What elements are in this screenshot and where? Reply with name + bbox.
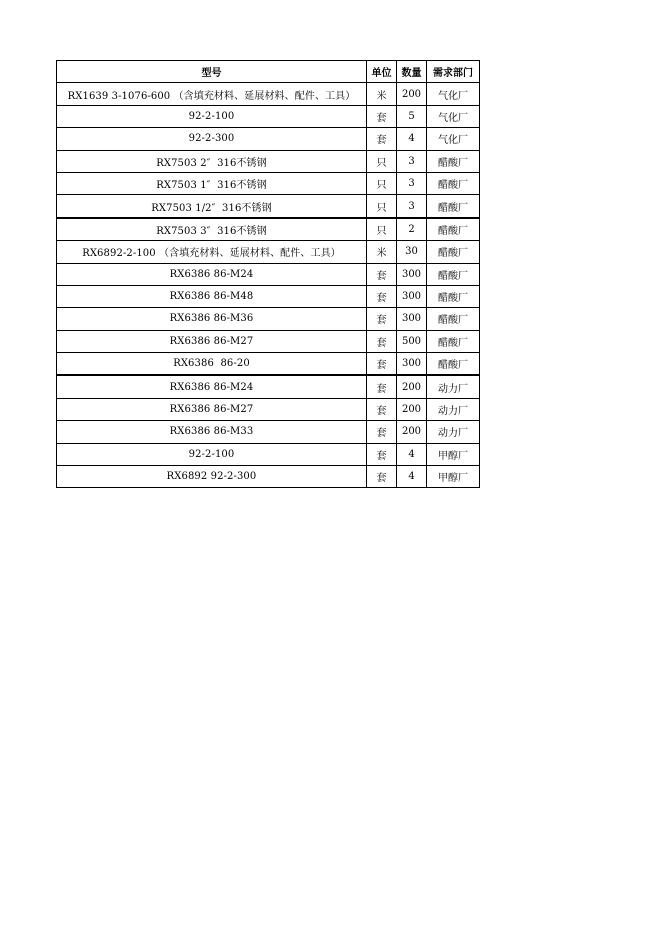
cell-unit: 套 [367,466,397,488]
table-row [57,105,480,127]
table-row [57,353,480,376]
cell-dept: 醋酸厂 [427,353,480,376]
table-row [57,195,480,218]
cell-dept: 醋酸厂 [427,218,480,241]
cell-unit: 只 [367,195,397,218]
cell-dept: 气化厂 [427,105,480,127]
cell-qty: 200 [397,398,427,420]
table-row [57,218,480,241]
cell-model: RX6892-2-100 （含填充材料、延展材料、配件、工具） [57,241,367,263]
cell-unit: 套 [367,285,397,307]
cell-dept: 甲醇厂 [427,466,480,488]
cell-unit: 套 [367,105,397,127]
cell-unit: 只 [367,218,397,241]
cell-model: RX6892 92-2-300 [57,466,367,488]
cell-qty: 4 [397,466,427,488]
cell-unit: 套 [367,375,397,398]
cell-model: RX7503 1/2″ 316不锈钢 [57,195,367,218]
cell-qty: 500 [397,330,427,352]
table-row [57,330,480,352]
cell-dept: 醋酸厂 [427,195,480,218]
cell-dept: 气化厂 [427,83,480,105]
table-row [57,285,480,307]
cell-qty: 200 [397,83,427,105]
cell-qty: 300 [397,263,427,285]
cell-unit: 只 [367,172,397,194]
cell-unit: 套 [367,308,397,330]
cell-model: RX7503 3″ 316不锈钢 [57,218,367,241]
cell-qty: 200 [397,375,427,398]
table-row [57,263,480,285]
cell-qty: 200 [397,421,427,443]
cell-dept: 醋酸厂 [427,308,480,330]
cell-dept: 醋酸厂 [427,241,480,263]
cell-unit: 套 [367,398,397,420]
cell-unit: 套 [367,421,397,443]
cell-qty: 300 [397,285,427,307]
table-row [57,375,480,398]
header-row [57,61,480,83]
table-row [57,398,480,420]
table-row [57,308,480,330]
cell-dept: 动力厂 [427,375,480,398]
header-qty: 数量 [397,61,427,83]
cell-model: RX6386 86-M27 [57,330,367,352]
cell-qty: 3 [397,172,427,194]
cell-unit: 套 [367,443,397,465]
cell-dept: 醋酸厂 [427,330,480,352]
cell-dept: 醋酸厂 [427,172,480,194]
cell-unit: 套 [367,263,397,285]
cell-qty: 3 [397,195,427,218]
cell-dept: 醋酸厂 [427,263,480,285]
cell-model: 92-2-100 [57,105,367,127]
cell-model: RX1639 3-1076-600 （含填充材料、延展材料、配件、工具） [57,83,367,105]
header-unit: 单位 [367,61,397,83]
cell-model: RX7503 2″ 316不锈钢 [57,150,367,172]
cell-model: RX6386 86-20 [57,353,367,376]
cell-model: 92-2-300 [57,128,367,150]
cell-qty: 2 [397,218,427,241]
cell-model: RX6386 86-M33 [57,421,367,443]
cell-dept: 甲醇厂 [427,443,480,465]
cell-qty: 300 [397,353,427,376]
cell-unit: 套 [367,353,397,376]
header-model: 型号 [57,61,367,83]
cell-dept: 动力厂 [427,398,480,420]
cell-qty: 30 [397,241,427,263]
table-row [57,128,480,150]
cell-model: RX6386 86-M24 [57,375,367,398]
cell-unit: 套 [367,128,397,150]
cell-qty: 4 [397,128,427,150]
cell-qty: 3 [397,150,427,172]
requirements-table [56,60,480,488]
cell-qty: 4 [397,443,427,465]
header-dept: 需求部门 [427,61,480,83]
cell-unit: 米 [367,241,397,263]
table-row [57,150,480,172]
cell-unit: 只 [367,150,397,172]
table-row [57,466,480,488]
cell-model: RX6386 86-M27 [57,398,367,420]
cell-dept: 动力厂 [427,421,480,443]
cell-model: RX6386 86-M24 [57,263,367,285]
cell-qty: 5 [397,105,427,127]
table-row [57,83,480,105]
cell-dept: 醋酸厂 [427,285,480,307]
cell-model: RX7503 1″ 316不锈钢 [57,172,367,194]
cell-model: RX6386 86-M48 [57,285,367,307]
table-row [57,443,480,465]
cell-unit: 套 [367,330,397,352]
table-row [57,241,480,263]
cell-qty: 300 [397,308,427,330]
cell-model: RX6386 86-M36 [57,308,367,330]
cell-dept: 气化厂 [427,128,480,150]
cell-model: 92-2-100 [57,443,367,465]
cell-dept: 醋酸厂 [427,150,480,172]
table-row [57,421,480,443]
cell-unit: 米 [367,83,397,105]
table-row [57,172,480,194]
